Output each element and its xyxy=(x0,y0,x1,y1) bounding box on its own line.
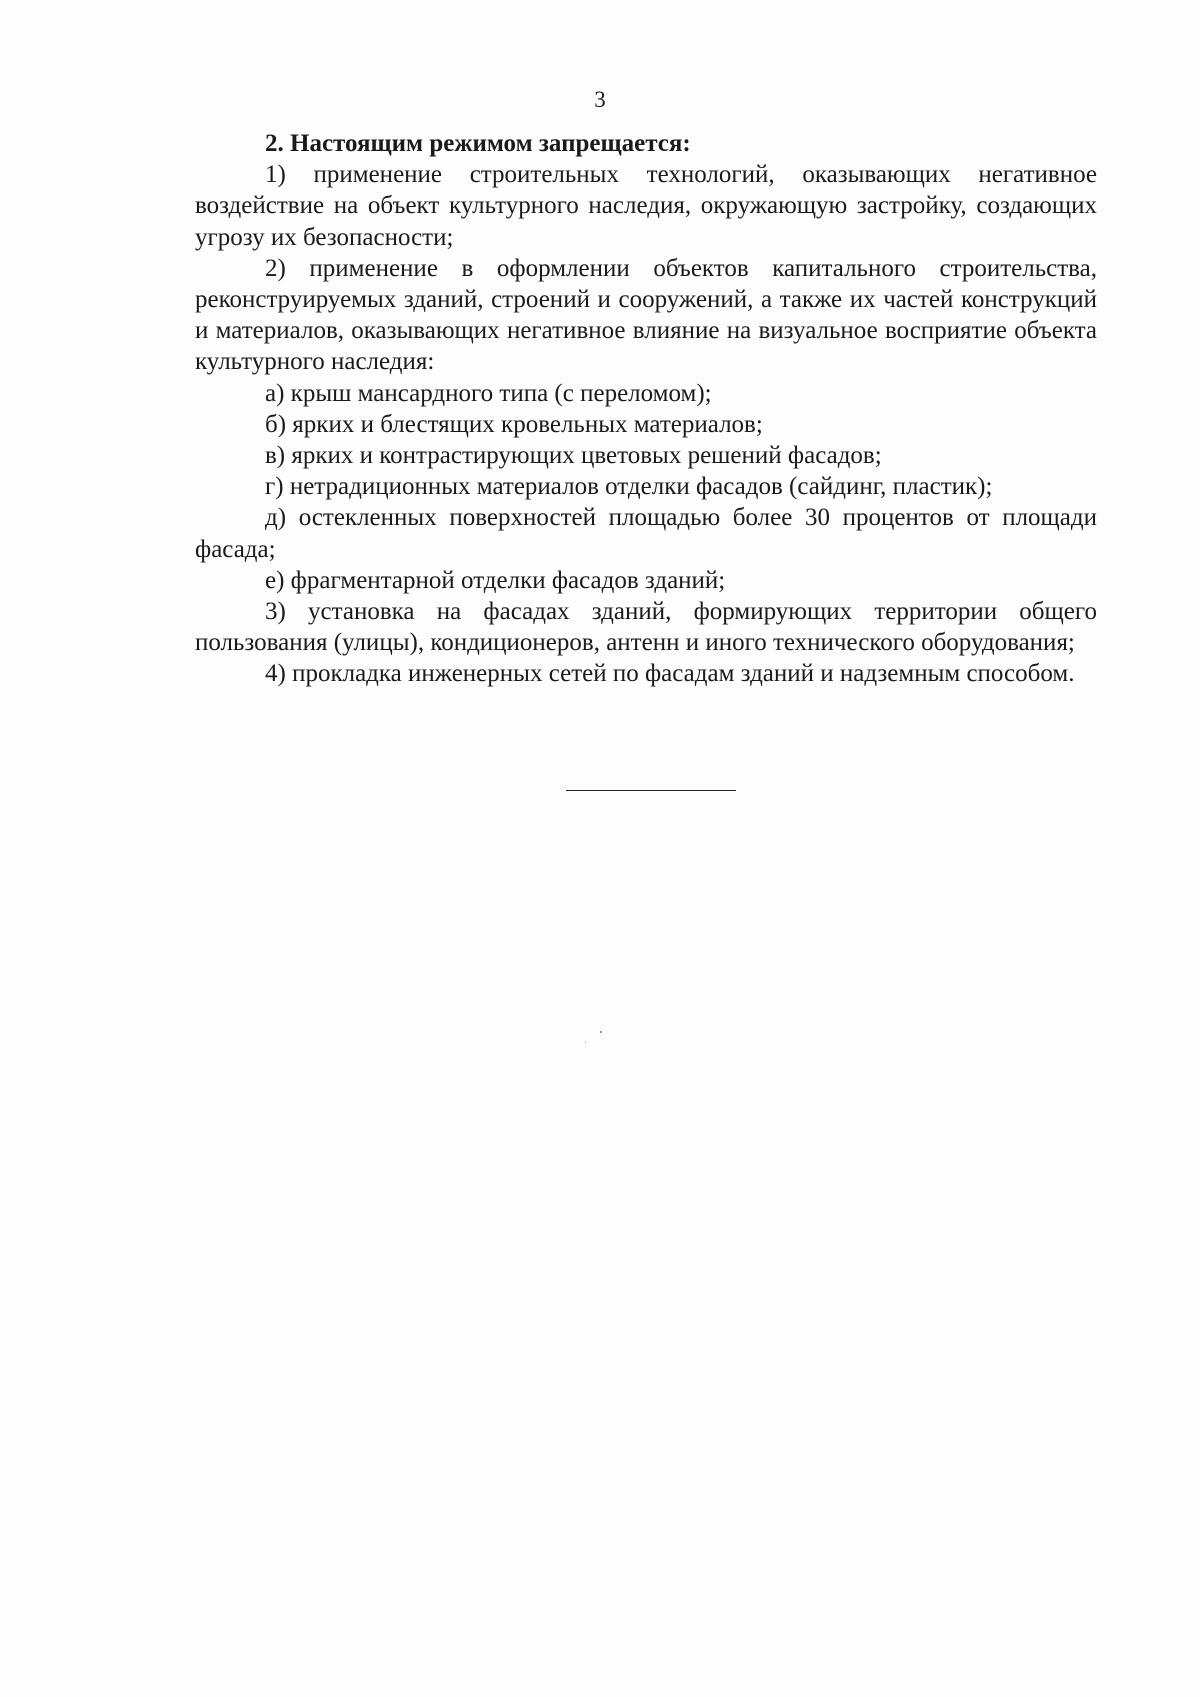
paragraph-item-2: 2) применение в оформлении объектов капитального строительства, реконструируемых зданий, строений и сооружений, а также их частей конструкций и материалов, оказывающих негативное влияние на визуальное восприятие объекта культурного наследия: xyxy=(195,254,1097,376)
scan-speck xyxy=(600,1031,602,1033)
paragraph-subitem-b: б) ярких и блестящих кровельных материалов; xyxy=(265,410,763,438)
paragraph-subitem-a: а) крыш мансардного типа (с переломом); xyxy=(265,379,712,407)
end-separator-line xyxy=(566,790,736,791)
paragraph-item-3: 3) установка на фасадах зданий, формирующих территории общего пользования (улицы), кондиционеров, антенн и иного технического оборудования; xyxy=(195,598,1097,657)
paragraph-item-4: 4) прокладка инженерных сетей по фасадам зданий и надземным способом. xyxy=(265,660,1075,688)
scan-speck xyxy=(585,1042,586,1043)
paragraph-subitem-v: в) ярких и контрастирующих цветовых решений фасадов; xyxy=(265,442,882,470)
section-heading: 2. Настоящим режимом запрещается: xyxy=(265,130,691,157)
page-number: 3 xyxy=(594,87,606,112)
document-body xyxy=(195,128,1097,690)
paragraph-item-1: 1) применение строительных технологий, оказывающих негативное воздействие на объект культурного наследия, окружающую застройку, создающих угрозу их безопасности; xyxy=(195,161,1097,251)
paragraph-subitem-g: г) нетрадиционных материалов отделки фасадов (сайдинг, пластик); xyxy=(265,473,993,501)
paragraph-subitem-d: д) остекленных поверхностей площадью более 30 процентов от площади фасада; xyxy=(195,504,1097,563)
paragraph-subitem-e: е) фрагментарной отделки фасадов зданий; xyxy=(265,566,726,594)
